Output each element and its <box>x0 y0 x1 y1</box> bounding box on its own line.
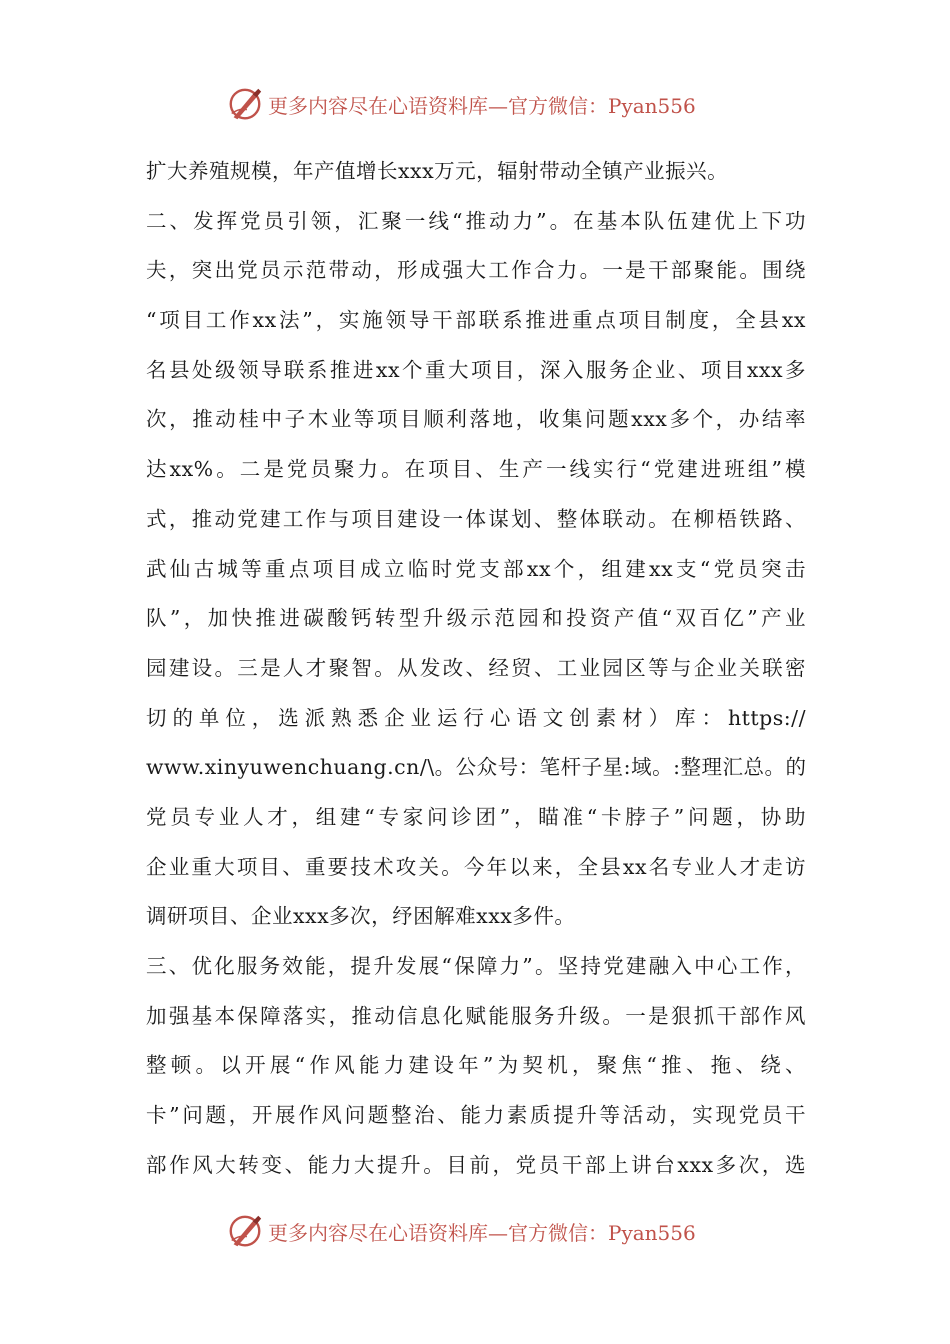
text-line: 三、优化服务效能，提升发展“保障力”。坚持党建融入中心工作， <box>146 954 806 978</box>
text-line: 卡”问题，开展作风问题整治、能力素质提升等活动，实现党员干 <box>146 1103 806 1128</box>
text-line: 切的单位，选派熟悉企业运行心语文创素材）库：https:// <box>146 705 806 730</box>
text-line: 次，推动桂中子木业等项目顺利落地，收集问题xxx多个，办结率 <box>146 407 806 432</box>
pen-logo-icon <box>226 1212 264 1250</box>
text-line: 扩大养殖规模，年产值增长xxx万元，辐射带动全镇产业振兴。 <box>146 159 729 183</box>
pen-logo-icon <box>226 85 264 123</box>
text-line: 部作风大转变、能力大提升。目前，党员干部上讲台xxx多次，选 <box>146 1152 806 1177</box>
header-watermark <box>226 84 696 124</box>
text-line: 调研项目、企业xxx多次，纾困解难xxx多件。 <box>146 904 576 929</box>
text-line: “项目工作xx法”，实施领导干部联系推进重点项目制度，全县xx <box>146 308 806 333</box>
document-body <box>146 147 806 1190</box>
footer-watermark <box>226 1211 696 1251</box>
text-line: 队”，加快推进碳酸钙转型升级示范园和投资产值“双百亿”产业 <box>146 606 806 631</box>
text-line: 整顿。以开展“作风能力建设年”为契机，聚焦“推、拖、绕、 <box>146 1053 806 1078</box>
text-line: 武仙古城等重点项目成立临时党支部xx个，组建xx支“党员突击 <box>146 556 806 581</box>
text-line: 企业重大项目、重要技术攻关。今年以来，全县xx名专业人才走访 <box>146 854 806 879</box>
text-line: 达xx%。二是党员聚力。在项目、生产一线实行“党建进班组”模 <box>146 457 806 482</box>
text-line: 党员专业人才，组建“专家问诊团”，瞄准“卡脖子”问题，协助 <box>146 804 806 829</box>
text-line: 二、发挥党员引领，汇聚一线“推动力”。在基本队伍建优上下功 <box>146 208 806 233</box>
text-line: 加强基本保障落实，推动信息化赋能服务升级。一是狠抓干部作风 <box>146 1003 806 1028</box>
text-line: www.xinyuwenchuang.cn/\。公众号：笔杆子星:域。:整理汇总。的 <box>146 755 806 780</box>
watermark-text: 更多内容尽在心语资料库—官方微信：Pyan556 <box>268 93 696 118</box>
text-line: 式，推动党建工作与项目建设一体谋划、整体联动。在柳梧铁路、 <box>146 506 806 531</box>
text-line: 夫，突出党员示范带动，形成强大工作合力。一是干部聚能。围绕 <box>146 258 806 283</box>
text-line: 名县处级领导联系推进xx个重大项目，深入服务企业、项目xxx多 <box>146 357 806 382</box>
text-line: 园建设。三是人才聚智。从发改、经贸、工业园区等与企业关联密 <box>146 655 806 680</box>
watermark-text: 更多内容尽在心语资料库—官方微信：Pyan556 <box>268 1220 696 1245</box>
